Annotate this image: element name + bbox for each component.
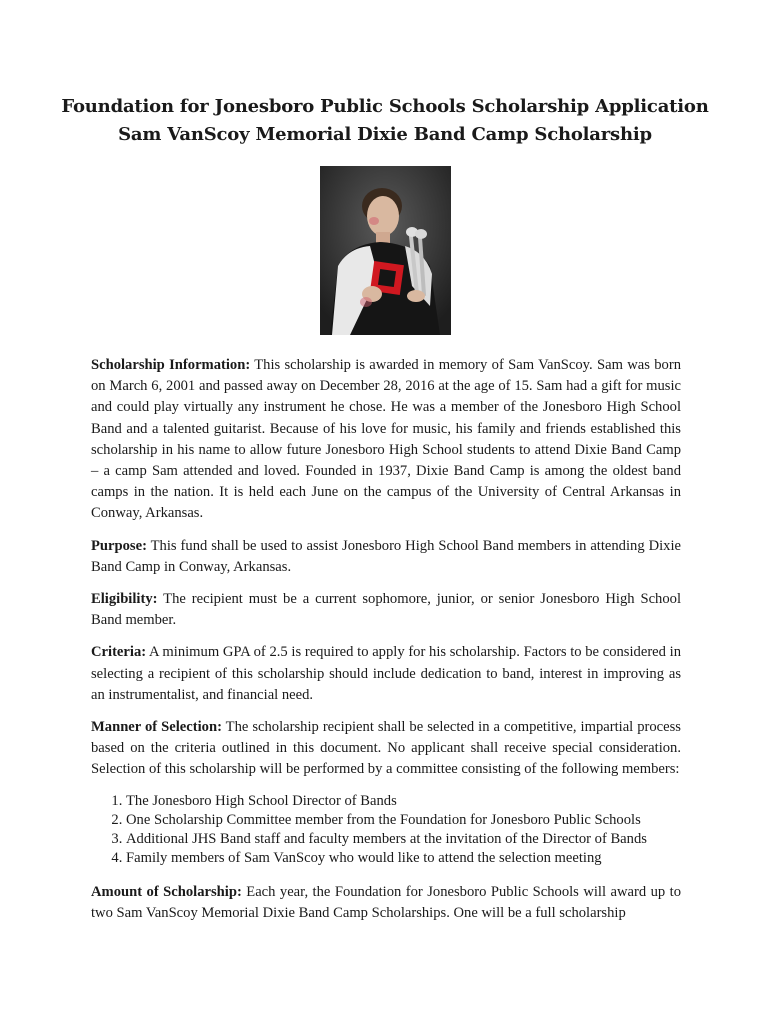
list-item: 1. The Jonesboro High School Director of Bands (126, 792, 681, 811)
section-scholarship-information (91, 355, 681, 525)
list-item: 3. Additional JHS Band staff and faculty members at the invitation of the Director of Bands (126, 830, 681, 849)
section-label: Manner of Selection: (91, 719, 222, 736)
section-purpose (91, 536, 681, 578)
section-text: This scholarship is awarded in memory of Sam VanScoy. Sam was born on March 6, 2001 and passed away on December 28, 2016 at the age of 15. Sam had a gift for music and could play virtually any instrument he chose. He was a member of the Jonesboro High School Band and a talented guitarist. Because of his love for music, his family and friends established this scholarship in his name to allow future Jonesboro High School students to attend Dixie Band Camp – a camp Sam attended and loved. Founded in 1937, Dixie Band Camp is among the oldest band camps in the nation. It is held each June on the campus of the University of Central Arkansas in Conway, Arkansas. (91, 357, 681, 522)
section-criteria (91, 642, 681, 706)
document-title (0, 93, 770, 149)
section-manner-of-selection (91, 717, 681, 781)
list-item: 4. Family members of Sam VanScoy who would like to attend the selection meeting (126, 849, 681, 868)
section-label: Scholarship Information: (91, 357, 251, 373)
section-eligibility (91, 589, 681, 631)
section-text: This fund shall be used to assist Jonesboro High School Band members in attending Dixie Band Camp in Conway, Arkansas. (91, 537, 681, 575)
section-label: Purpose: (91, 537, 147, 554)
section-label: Criteria: (91, 644, 147, 661)
title-line-1: Foundation for Jonesboro Public Schools Scholarship Application (61, 96, 709, 117)
portrait-photo (320, 166, 451, 335)
section-text: Each year, the Foundation for Jonesboro Public Schools will award up to two Sam VanScoy Memorial Dixie Band Camp Scholarships. One will be a full scholarship (91, 883, 681, 921)
committee-members-list (91, 792, 681, 868)
title-line-2: Sam VanScoy Memorial Dixie Band Camp Scholarship (118, 124, 652, 145)
section-text: The scholarship recipient shall be selected in a competitive, impartial process based on the criteria outlined in this document. No applicant shall receive special consideration. Selection of this scholarship will be performed by a committee consisting of the following members: (91, 719, 681, 778)
section-label: Amount of Scholarship: (91, 883, 242, 900)
section-label: Eligibility: (91, 591, 158, 608)
body-text (91, 355, 681, 935)
list-item: 2. One Scholarship Committee member from the Foundation for Jonesboro Public Schools (126, 811, 681, 830)
section-amount-of-scholarship (91, 882, 681, 924)
section-text: A minimum GPA of 2.5 is required to apply for his scholarship. Factors to be considered in selecting a recipient of this scholarship should include dedication to band, interest in improving as an instrumentalist, and financial need. (91, 644, 681, 703)
section-text: The recipient must be a current sophomore, junior, or senior Jonesboro High School Band member. (91, 591, 681, 629)
